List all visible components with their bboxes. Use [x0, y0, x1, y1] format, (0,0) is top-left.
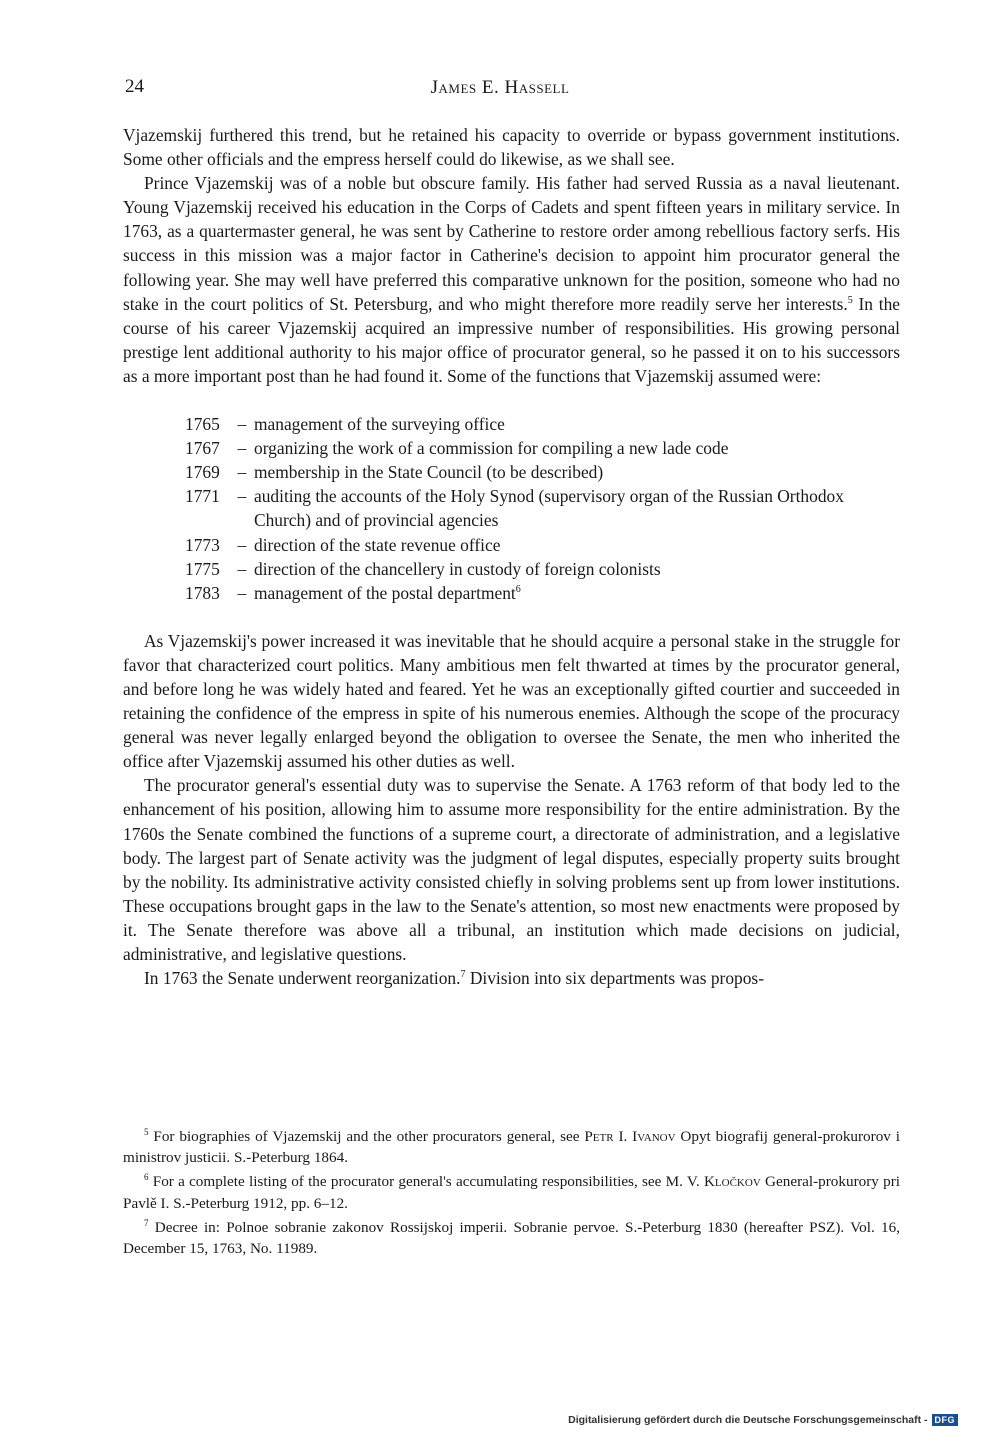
- list-year: 1771: [185, 486, 220, 507]
- list-dash: –: [237, 534, 247, 555]
- body-text: [123, 123, 900, 990]
- list-item: [185, 533, 900, 557]
- footnote-text: Decree in: Polnoe sobranie zakonov Rossijskoj imperii. Sobranie pervoe. S.-Peterburg 1830 (hereafter PSZ). Vol. 16, December 15, 1763, No. 11989.: [123, 1218, 900, 1258]
- author-first-rest: ames: [438, 77, 477, 98]
- list-dash: –: [237, 486, 247, 507]
- footnote-text: For biographies of Vjazemskij and the other procurators general, see: [148, 1128, 585, 1145]
- paragraph-5: [123, 966, 900, 990]
- paragraph-4: The procurator general's essential duty was to supervise the Senate. A 1763 reform of that body led to the enhancement of his position, allowing him to assume more responsibility for the entire administration. By the 1760s the Senate combined the functions of a supreme court, a directorate of administration, and a legislative body. The largest part of Senate activity was the judgment of legal disputes, especially property suits brought by the nobility. Its administrative activity consisted chiefly in solving problems sent up from lower institutions. These occupations brought gaps in the law to the Senate's attention, so most new enactments were proposed by it. The Senate therefore was above all a tribunal, an institution which made decisions on judicial, administrative, and legislative questions.: [123, 775, 900, 964]
- list-item: [185, 484, 900, 532]
- footnote-text: Opyt biografij general-prokurorov i ministrov justicii. S.-Peterburg 1864.: [123, 1128, 900, 1167]
- list-text: membership in the State Council (to be described): [254, 462, 604, 483]
- funding-note: [568, 1414, 958, 1426]
- list-text: direction of the state revenue office: [254, 534, 501, 555]
- list-item: [185, 557, 900, 581]
- list-dash: –: [237, 582, 247, 603]
- list-year: 1775: [185, 558, 220, 579]
- footnote-5: [123, 1126, 900, 1168]
- dfg-logo-icon: DFG: [932, 1414, 959, 1426]
- list-item: [185, 581, 900, 605]
- list-dash: –: [237, 438, 247, 459]
- paragraph-5-text: In 1763 the Senate underwent reorganization.: [144, 968, 461, 989]
- list-dash: –: [237, 462, 247, 483]
- paragraph-2: [123, 171, 900, 388]
- author-initial-first: J: [430, 77, 439, 98]
- list-text-main: management of the postal department: [254, 582, 516, 603]
- footnote-ref-6: 6: [515, 583, 521, 595]
- footnote-text: For a complete listing of the procurator general's accumulating responsibilities, see M. V.: [148, 1173, 704, 1191]
- paragraph-2-cont: In the course of his career Vjazemskij acquired an impressive number of responsibilities. His growing personal prestige lent additional authority to his major office of procurator general, so he passed it on to his successors as a more important post than he had found it. Some of the functions that Vjazemskij assumed were:: [123, 293, 900, 386]
- list-year: 1769: [185, 462, 220, 483]
- list-dash: –: [237, 558, 247, 579]
- paragraph-2-text: Prince Vjazemskij was of a noble but obscure family. His father had served Russia as a naval lieutenant. Young Vjazemskij received his education in the Corps of Cadets and spent fifteen years in military service. In 1763, as a quartermaster general, he was sent by Catherine to restore order among rebellious factory serfs. His success in this mission was a major factor in Catherine's decision to appoint him procurator general the following year. She may well have preferred this comparative unknown for the position, someone who had no stake in the court politics of St. Petersburg, and who might therefore more readily serve her interests.: [123, 173, 900, 314]
- list-year: 1767: [185, 438, 220, 459]
- paragraph-1: Vjazemskij furthered this trend, but he retained his capacity to override or bypass government institutions. Some other officials and the empress herself could do likewise, as we shall see.: [123, 125, 900, 170]
- list-year: 1765: [185, 414, 220, 435]
- paragraph-5-cont: Division into six departments was propos-: [465, 968, 764, 989]
- paragraph-3: As Vjazemskij's power increased it was inevitable that he should acquire a personal stake in the struggle for favor that characterized court politics. Many ambitious men felt thwarted at times by the procurator general, and before long he was widely hated and feared. Yet he was an exceptionally gifted courtier and succeeded in retaining the confidence of the empress in spite of his numerous enemies. Although the scope of the procuracy general was never legally enlarged beyond the obligation to oversee the Senate, the men who inherited the office after Vjazemskij assumed his other duties as well.: [123, 630, 900, 772]
- list-text: auditing the accounts of the Holy Synod (supervisory organ of the Russian Orthodox Church) and of provincial agencies: [254, 486, 844, 531]
- list-text: organizing the work of a commission for compiling a new lade code: [254, 438, 729, 459]
- footnote-author: Petr I. Ivanov: [584, 1128, 676, 1145]
- list-year: 1773: [185, 534, 220, 555]
- running-head: [0, 77, 1000, 99]
- footnote-ref-5: 5: [847, 294, 853, 306]
- author-middle: E.: [476, 77, 505, 98]
- footnote-7: [123, 1217, 900, 1259]
- footnote-6: [123, 1171, 900, 1213]
- list-item: [185, 412, 900, 436]
- footnote-mark: 6: [144, 1172, 149, 1183]
- footnote-text: General-prokurory pri Pavlě I. S.-Peterburg 1912, pp. 6–12.: [123, 1173, 900, 1212]
- footnotes: [123, 1126, 900, 1262]
- list-text: [254, 581, 900, 605]
- page-number: 24: [125, 76, 144, 97]
- list-text: management of the surveying office: [254, 414, 505, 435]
- footnote-ref-7: 7: [460, 969, 466, 981]
- list-dash: –: [237, 414, 247, 435]
- footnote-mark: 7: [144, 1217, 149, 1228]
- list-item: [185, 460, 900, 484]
- list-text: direction of the chancellery in custody of foreign colonists: [254, 558, 661, 579]
- responsibilities-list: [185, 412, 900, 605]
- list-year: 1783: [185, 582, 220, 603]
- funding-text: Digitalisierung gefördert durch die Deutsche Forschungsgemeinschaft -: [568, 1414, 928, 1426]
- footnote-mark: 5: [144, 1127, 149, 1137]
- author-initial-last: H: [504, 77, 519, 98]
- footnote-author: Kločkov: [703, 1173, 761, 1191]
- author-last-rest: assell: [518, 77, 570, 98]
- list-item: [185, 436, 900, 460]
